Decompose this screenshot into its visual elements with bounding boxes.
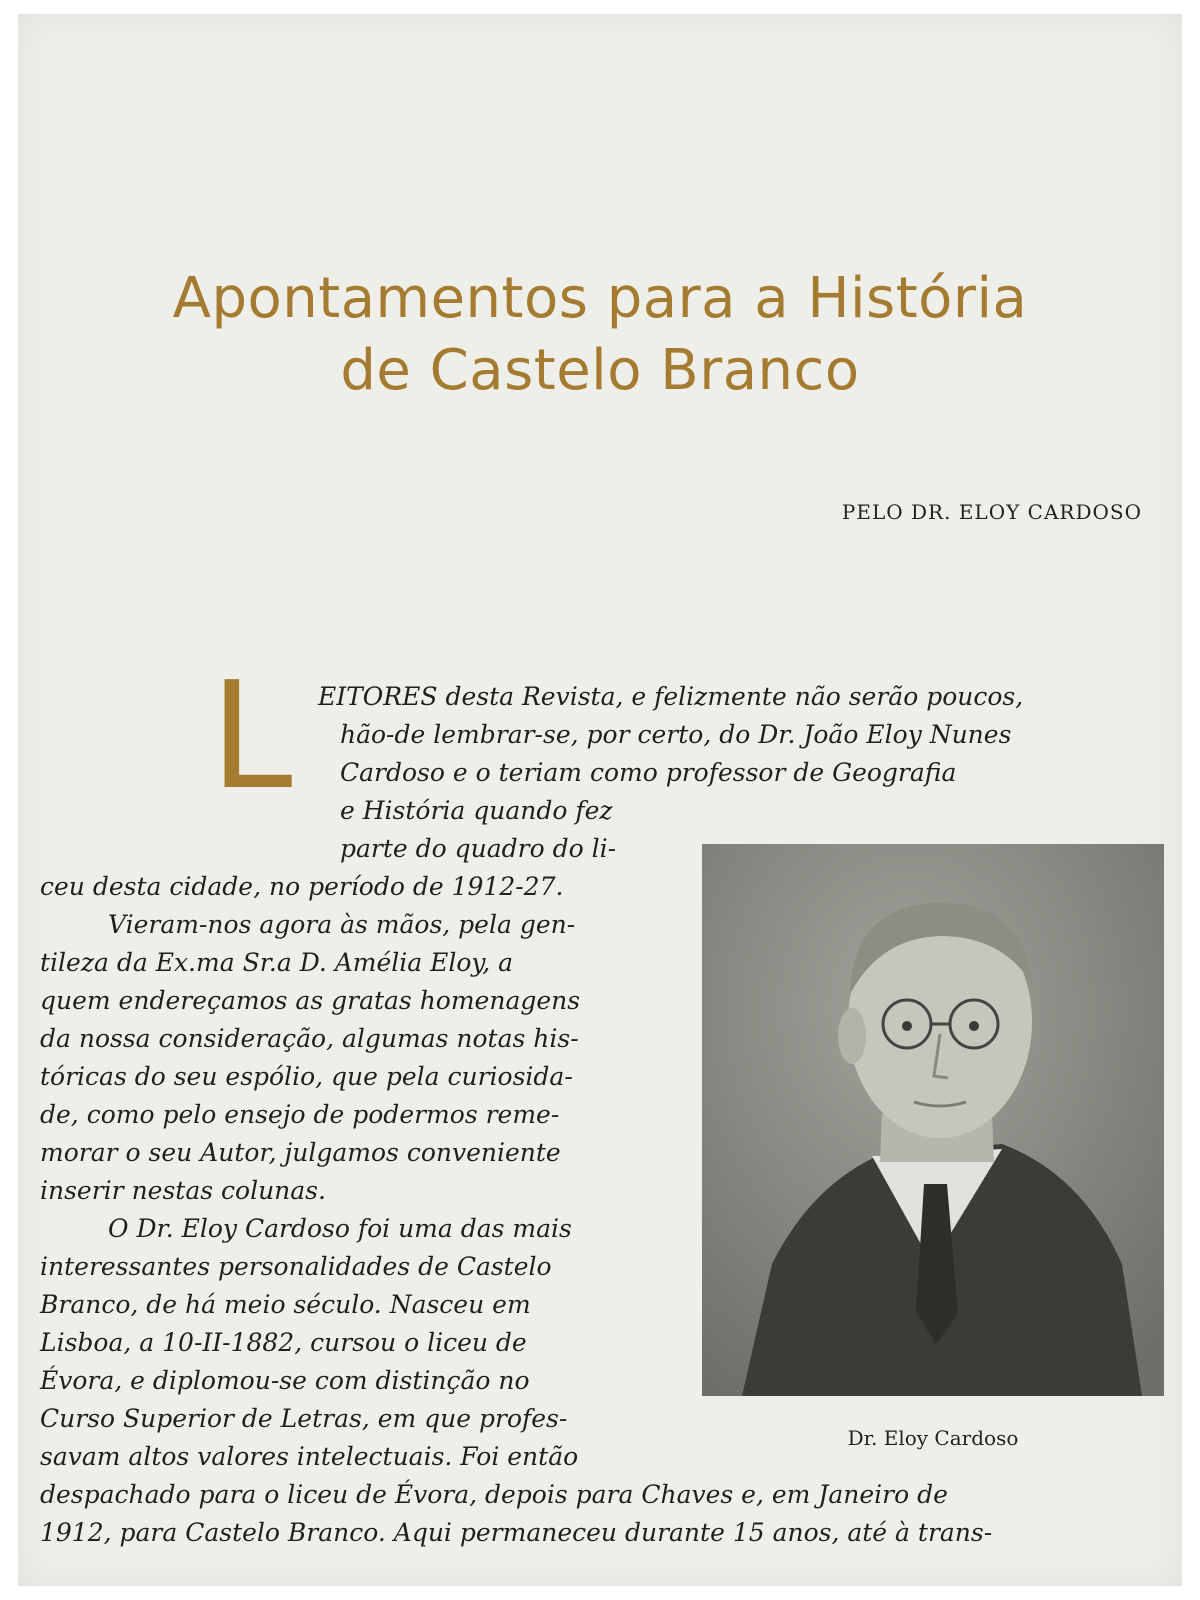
body-line: interessantes personalidades de Castelo (40, 1252, 552, 1281)
magazine-page (18, 14, 1182, 1586)
portrait-photo (702, 844, 1164, 1396)
article-byline: PELO DR. ELOY CARDOSO (841, 500, 1142, 524)
article-title-line-1: Apontamentos para a História (172, 266, 1028, 331)
body-line: despachado para o liceu de Évora, depois para Chaves e, em Janeiro de (40, 1480, 948, 1509)
drop-cap: L (210, 650, 293, 822)
body-line: tileza da Ex.ma Sr.a D. Amélia Eloy, a (40, 948, 514, 977)
article-title-line-2: de Castelo Branco (340, 338, 860, 403)
body-line: Cardoso e o teriam como professor de Geografia (340, 758, 957, 787)
photo-caption: Dr. Eloy Cardoso (847, 1426, 1019, 1450)
body-line: parte do quadro do li- (340, 834, 617, 863)
body-line: e História quando fez (340, 796, 613, 825)
body-line: Vieram-nos agora às mãos, pela gen- (108, 910, 576, 939)
body-line: de, como pelo ensejo de podermos reme- (40, 1100, 560, 1129)
body-line: Lisboa, a 10-II-1882, cursou o liceu de (40, 1328, 527, 1357)
body-line: inserir nestas colunas. (40, 1176, 326, 1205)
body-line: tóricas do seu espólio, que pela curiosida- (40, 1062, 573, 1091)
body-line: quem endereçamos as gratas homenagens (40, 986, 581, 1015)
body-line: Curso Superior de Letras, em que profes- (40, 1404, 568, 1433)
body-line: ceu desta cidade, no período de 1912-27. (40, 872, 564, 901)
body-line: Évora, e diplomou-se com distinção no (40, 1366, 530, 1395)
body-line: hão-de lembrar-se, por certo, do Dr. João Eloy Nunes (340, 720, 1012, 749)
body-line: Branco, de há meio século. Nasceu em (40, 1290, 531, 1319)
body-line: EITORES desta Revista, e felizmente não serão poucos, (318, 682, 1024, 711)
body-line: O Dr. Eloy Cardoso foi uma das mais (108, 1214, 572, 1243)
body-line: da nossa consideração, algumas notas his- (40, 1024, 579, 1053)
body-line: 1912, para Castelo Branco. Aqui permaneceu durante 15 anos, até à trans- (40, 1518, 993, 1547)
body-line: morar o seu Autor, julgamos conveniente (40, 1138, 561, 1167)
body-line: savam altos valores intelectuais. Foi então (40, 1442, 579, 1471)
portrait-illustration (702, 844, 1164, 1396)
